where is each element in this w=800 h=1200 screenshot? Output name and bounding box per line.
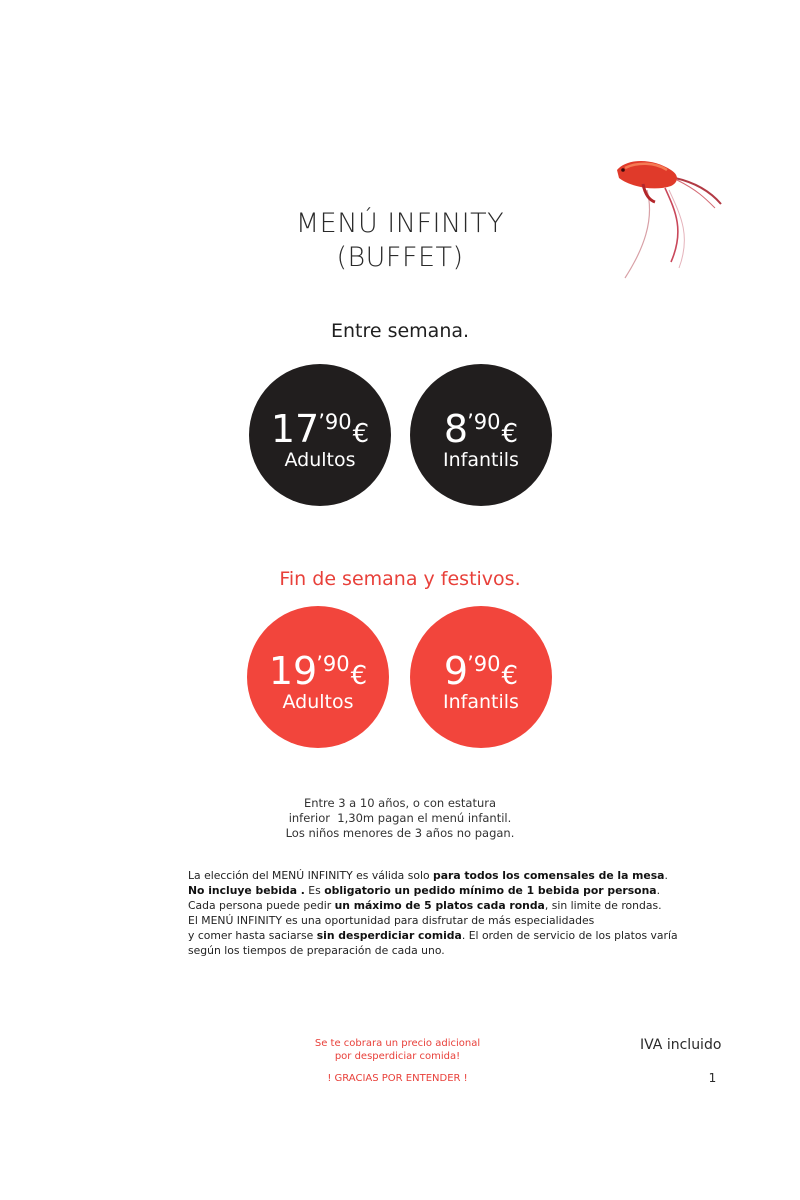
- price-integer: 9: [443, 649, 469, 693]
- rules-text: Cada persona puede pedir: [188, 899, 335, 912]
- rules-line: [188, 928, 678, 943]
- rules-text: , sin limite de rondas.: [544, 899, 662, 912]
- price: [249, 404, 391, 454]
- waste-note-line: Se te cobrara un precio adicional: [314, 1038, 481, 1049]
- weekend-heading: Fin de semana y festivos.: [279, 568, 521, 590]
- weekday-adult-price-badge: [249, 364, 391, 506]
- vat-included-label: IVA incluido: [640, 1037, 722, 1053]
- price: [410, 646, 552, 696]
- page-number: 1: [708, 1071, 717, 1085]
- rules-emphasis: un máximo de 5 platos cada ronda: [334, 899, 545, 912]
- weekend-kids-price-badge: [410, 606, 552, 748]
- price-integer: 19: [268, 649, 318, 693]
- kids-note-line: Los niños menores de 3 años no pagan.: [285, 826, 515, 840]
- rules-emphasis: obligatorio un pedido mínimo de 1 bebida por persona: [324, 884, 657, 897]
- rules-emphasis: para todos los comensales de la mesa: [433, 869, 665, 882]
- kids-policy-note: [0, 796, 800, 841]
- menu-rules: [188, 868, 678, 958]
- rules-text: Es: [304, 884, 325, 897]
- rules-emphasis: sin desperdiciar comida: [316, 929, 462, 942]
- price-decimals: ’90: [467, 652, 501, 676]
- rules-text: . El orden de servicio de los platos varía: [461, 929, 678, 942]
- price: [247, 646, 389, 696]
- rules-text: .: [656, 884, 661, 897]
- page-title: MENÚ INFINITY: [295, 208, 505, 239]
- waste-note-line: por desperdiciar comida!: [334, 1051, 461, 1062]
- rules-text: La elección del MENÚ INFINITY es válida solo: [188, 869, 433, 882]
- weekday-heading: Entre semana.: [330, 320, 470, 342]
- food-waste-notice: [280, 1037, 515, 1063]
- page-subtitle: (BUFFET): [336, 242, 464, 273]
- price-label: Adultos: [282, 691, 354, 713]
- price-label: Infantils: [443, 449, 519, 471]
- rules-line: [188, 898, 662, 913]
- rules-line: El MENÚ INFINITY es una oportunidad para disfrutar de más especialidades: [188, 914, 595, 927]
- price-decimals: ’90: [316, 652, 350, 676]
- price-label: Infantils: [443, 691, 519, 713]
- rules-emphasis: No incluye bebida .: [188, 884, 305, 897]
- rules-line: [188, 883, 661, 898]
- currency-symbol: €: [350, 661, 368, 691]
- price-decimals: ’90: [467, 410, 501, 434]
- weekend-adult-price-badge: [247, 606, 389, 748]
- currency-symbol: €: [501, 419, 519, 449]
- rules-text: .: [664, 869, 668, 882]
- kids-note-line: inferior 1,30m pagan el menú infantil.: [288, 811, 512, 825]
- currency-symbol: €: [501, 661, 519, 691]
- price-integer: 8: [443, 407, 469, 451]
- rules-line: [188, 868, 668, 883]
- price: [410, 404, 552, 454]
- price-integer: 17: [270, 407, 320, 451]
- rules-line: según los tiempos de preparación de cada uno.: [188, 944, 445, 957]
- thanks-note: ! GRACIAS POR ENTENDER !: [327, 1073, 468, 1084]
- price-label: Adultos: [284, 449, 356, 471]
- rules-text: y comer hasta saciarse: [188, 929, 317, 942]
- currency-symbol: €: [352, 419, 370, 449]
- weekday-kids-price-badge: [410, 364, 552, 506]
- kids-note-line: Entre 3 a 10 años, o con estatura: [303, 796, 497, 810]
- price-decimals: ’90: [318, 410, 352, 434]
